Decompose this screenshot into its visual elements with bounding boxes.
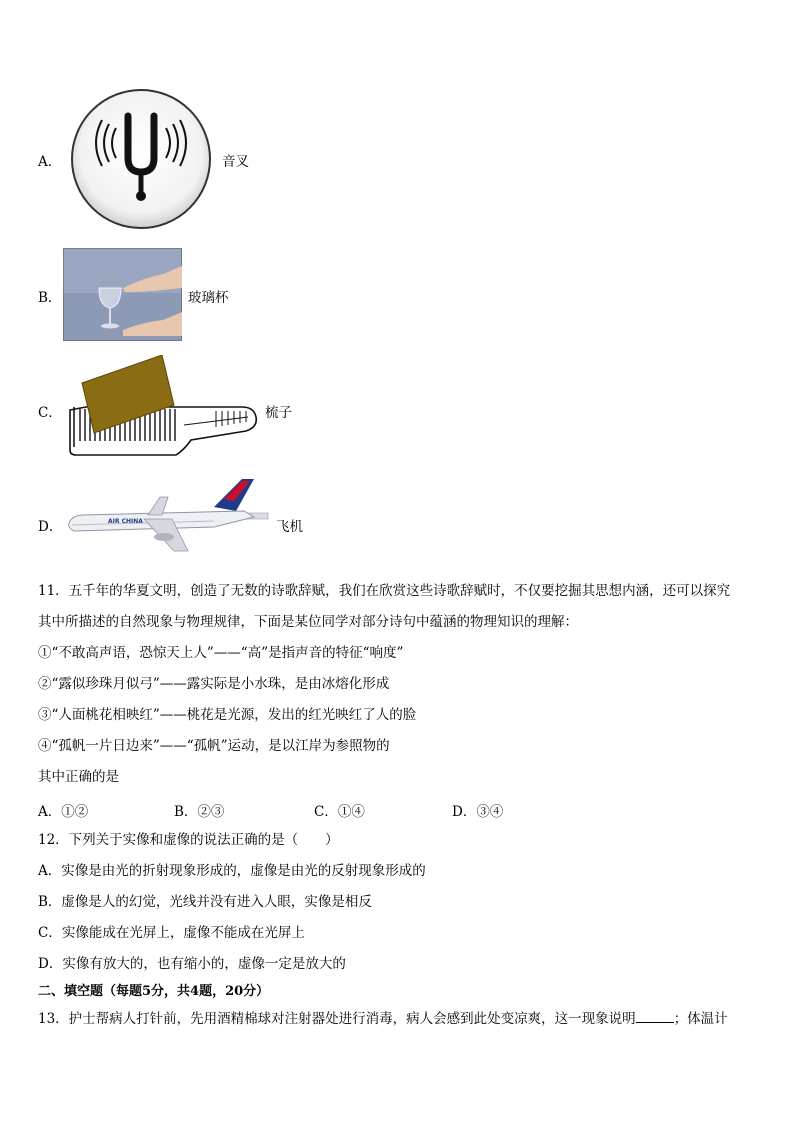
q13-stem <box>38 1010 728 1028</box>
q11-prompt: 其中正确的是 <box>38 769 119 785</box>
airplane-livery-text: AIR CHINA <box>108 518 143 525</box>
option-d-label: D． <box>38 519 63 535</box>
q11-choice-a: A．①② <box>38 804 89 820</box>
option-a-caption: 音叉 <box>222 154 249 170</box>
q12-option-a: A．实像是由光的折射现象形成的，虚像是由光的反射现象形成的 <box>38 863 426 879</box>
q11-choice-c: C．①④ <box>314 804 365 820</box>
option-b-label: B． <box>38 290 62 306</box>
option-c-caption: 梳子 <box>265 405 292 421</box>
option-c-label: C． <box>38 405 62 421</box>
q12-option-c: C．实像能成在光屏上，虚像不能成在光屏上 <box>38 925 305 941</box>
airplane-icon <box>64 477 274 557</box>
q13-stem-before: 13．护士帮病人打针前，先用酒精棉球对注射器处进行消毒，病人会感到此处变凉爽，这一现象说明 <box>38 1011 636 1027</box>
q13-stem-after: ；体温计 <box>673 1011 728 1027</box>
option-b-caption: 玻璃杯 <box>188 290 229 306</box>
glass-cup-photo <box>63 248 182 341</box>
answer-blank[interactable] <box>636 1010 674 1023</box>
q11-choice-b: B．②③ <box>174 804 225 820</box>
tuning-fork-icon <box>70 88 212 230</box>
section-heading-fill-blank: 二、填空题（每题5分，共4题，20分） <box>38 984 270 999</box>
q11-item-1: ①“不敢高声语，恐惊天上人”——“高”是指声音的特征“响度” <box>38 645 404 661</box>
option-a-label: A． <box>38 154 62 170</box>
q11-item-3: ③“人面桃花相映红”——桃花是光源，发出的红光映红了人的脸 <box>38 707 417 723</box>
q12-option-d: D．实像有放大的，也有缩小的，虚像一定是放大的 <box>38 956 346 972</box>
q11-stem-line1: 11．五千年的华夏文明，创造了无数的诗歌辞赋，我们在欣赏这些诗歌辞赋时，不仅要挖掘其思想内涵，还可以探究 <box>38 583 731 599</box>
q11-item-4: ④“孤帆一片日边来”——“孤帆”运动，是以江岸为参照物的 <box>38 738 390 754</box>
q12-stem: 12．下列关于实像和虚像的说法正确的是（ ） <box>38 832 339 848</box>
comb-icon <box>66 355 260 459</box>
q11-choice-d: D．③④ <box>452 804 504 820</box>
q12-option-b: B．虚像是人的幻觉，光线并没有进入人眼，实像是相反 <box>38 894 372 910</box>
q11-stem-line2: 其中所描述的自然现象与物理规律，下面是某位同学对部分诗句中蕴涵的物理知识的理解： <box>38 614 578 630</box>
option-d-caption: 飞机 <box>276 519 303 535</box>
q11-item-2: ②“露似珍珠月似弓”——露实际是小水珠，是由冰熔化形成 <box>38 676 390 692</box>
